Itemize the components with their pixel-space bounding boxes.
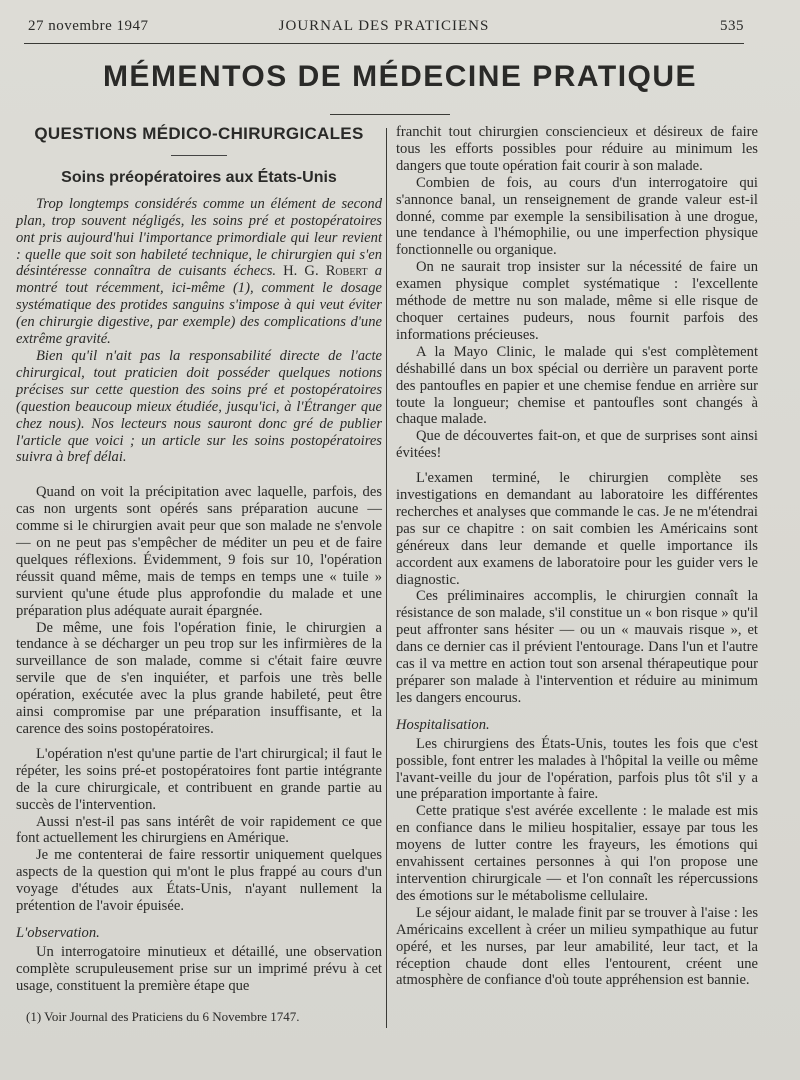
body-paragraph: Combien de fois, au cours d'un interrogatoire qui s'annonce banal, un renseignement de grande valeur est-il donné, comme par exemple la sensibilisation à une drogue, une tendance à l'hémophilie, ou une imperfection physique fonctionnelle ou organique. xyxy=(396,174,758,259)
body-paragraph: L'opération n'est qu'une partie de l'art chirurgical; il faut le répéter, les soins pré-et postopératoires font partie intégrante de la cure chirurgicale, et contribuent en grande partie au succès de l'intervention. xyxy=(16,745,382,813)
body-paragraph: De même, une fois l'opération finie, le chirurgien a tendance à se décharger un peu trop sur les infirmières de la surveillance de son malade, comme si c'était faire œuvre servile que de s'en inquiéter, et parfois une très belle opération, exécutée avec la plus grande habileté, peut être ainsi compromise par une préparation insuffisante, et la carence des soins postopératoires. xyxy=(16,619,382,737)
body-paragraph: L'examen terminé, le chirurgien complète ses investigations en demandant au laboratoire les différentes recherches et analyses que commande le cas. Je ne m'étendrai pas sur ce chapitre : on sait combien les Américains sont généreux dans leur demande et quelle importance ils accordent aux examens de laboratoire pour les guider vers le diagnostic. xyxy=(396,470,758,588)
body-paragraph: Que de découvertes fait-on, et que de surprises sont ainsi évitées! xyxy=(396,428,758,462)
page-title: MÉMENTOS DE MÉDECINE PRATIQUE xyxy=(102,60,698,93)
header-rule xyxy=(24,43,744,44)
body-paragraph: A la Mayo Clinic, le malade qui s'est complètement déshabillé dans un box spécial ou derrière un paravent porte des pantoufles en papier et une chemise fendue en arrière sur toute la longueur; chemise et pantoufles sont changés à chaque malade. xyxy=(396,343,758,428)
body-paragraph: Le séjour aidant, le malade finit par se trouver à l'aise : les Américains excellent à créer un milieu sympathique au futur opéré, et les nurses, par leur amabilité, leur tact, et la réception chaude dont elles l'entourent, créent une atmosphère de confiance d'où toute appréhension est bannie. xyxy=(396,904,758,989)
subsection-heading: Hospitalisation. xyxy=(396,716,490,733)
body-paragraph: Aussi n'est-il pas sans intérêt de voir rapidement ce que font actuellement les chirurgiens en Amérique. xyxy=(16,813,382,847)
body-paragraph: franchit tout chirurgien consciencieux et désireux de faire tous les efforts possibles pour réduire au minimum les dangers que toute opération fait courir à son malade. xyxy=(396,124,758,174)
running-header xyxy=(24,18,744,40)
section-rule xyxy=(171,155,227,156)
right-column xyxy=(396,124,758,989)
body-paragraph: Quand on voit la précipitation avec laquelle, parfois, des cas non urgents sont opérés sans préparation aucune — comme si le chirurgien avait peur que son malade ne s'envole — on ne peut pas s'empêcher de méditer un peu et de faire quelques réflexions. Évidemment, 9 fois sur 10, l'opération réussit quand même, mais de temps en temps une « tuile » survient qu'une étude plus approfondie du malade et une préparation plus adéquate aurait épargnée. xyxy=(16,484,382,619)
journal-name: JOURNAL DES PRATICIENS xyxy=(278,18,490,34)
author-name: H. G. Robert xyxy=(283,263,368,280)
intro-paragraph: Bien qu'il n'ait pas la responsabilité directe de l'acte chirurgical, tout praticien doit posséder quelques notions précises sur cette question des soins pré et postopératoires (question beaucoup mieux étudiée, jusqu'ici, à l'Étranger que chez nous). Nos lecteurs nous sauront donc gré de publier l'article que voici ; un article sur les soins postopératoires suivra à bref délai. xyxy=(16,347,382,466)
footnote: (1) Voir Journal des Praticiens du 6 Novembre 1747. xyxy=(26,1008,300,1024)
issue-date: 27 novembre 1947 xyxy=(28,18,149,34)
body-paragraph: Ces préliminaires accomplis, le chirurgien connaît la résistance de son malade, s'il constitue un « bon risque » qu'il peut affronter sans hésiter — ou un « mauvais risque », et dans ce dernier cas il prévient l'entourage. Dans l'un et l'autre cas il va mettre en action tout son arsenal thérapeutique pour préparer son malade à l'intervention et réduire au minimum les dangers encourus. xyxy=(396,588,758,706)
article-intro xyxy=(16,196,382,467)
subsection-heading: L'observation. xyxy=(16,924,100,941)
intro-paragraph: Trop longtemps considérés comme un élément de second plan, trop souvent négligés, les soins pré et postopératoires ont pris aujourd'hui l'importance primordiale qui leur revient : quelle que soit son habileté technique, le chirurgien qui s'en désintéresse connaîtra de cuisants échecs. H. G. Robert a montré tout récemment, ici-même (1), comment le dosage systématique des protides sanguins s'impose à qui veut éviter (en chirurgie digestive, par exemple) des complications d'une extrême gravité. xyxy=(16,195,382,348)
body-paragraph: On ne saurait trop insister sur la nécessité de faire un examen physique complet systématique : l'excellente méthode de mettre nu son malade, même si elle risque de choquer certaines pudeurs, nous fournit parfois des informations précieuses. xyxy=(396,259,758,343)
title-underline xyxy=(330,114,450,115)
column-divider xyxy=(386,128,387,1028)
body-paragraph: Je me contenterai de faire ressortir uniquement quelques aspects de la question qui m'ont le plus frappé au cours d'un voyage d'études aux États-Unis, n'ayant nullement la prétention de l'avoir épuisée. xyxy=(16,847,382,915)
body-paragraph: Un interrogatoire minutieux et détaillé, une observation complète scrupuleusement prise sur un imprimé prévu à cet usage, constituent la première étape que xyxy=(16,943,382,994)
body-paragraph: Les chirurgiens des États-Unis, toutes les fois que c'est possible, font entrer les malades à l'hôpital la veille ou même l'avant-veille du jour de l'opération, parfois plus tôt s'il y a une préparation importante à faire. xyxy=(396,735,758,803)
body-paragraph: Cette pratique s'est avérée excellente : le malade est mis en confiance dans le milieu hospitalier, essaye par tous les moyens de lutter contre les frayeurs, les émotions qui envahissent certaines personnes à qui l'on propose une intervention chirurgicale — et l'on connaît les répercussions des émotions sur le métabolisme cellulaire. xyxy=(396,803,758,904)
left-column xyxy=(16,122,382,1026)
article-title: Soins préopératoires aux États-Unis xyxy=(61,168,337,186)
section-title: QUESTIONS MÉDICO-CHIRURGICALES xyxy=(34,124,364,143)
page-number: 535 xyxy=(720,18,744,34)
